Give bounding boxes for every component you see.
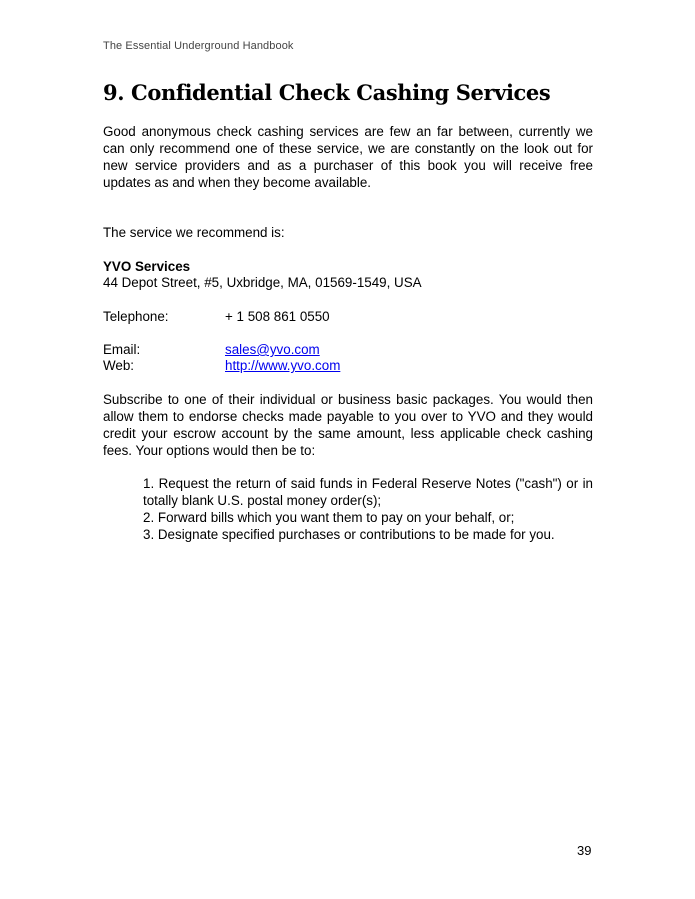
recommend-line: The service we recommend is: (103, 225, 285, 240)
web-link[interactable]: http://www.yvo.com (225, 358, 341, 373)
option-item: 1. Request the return of said funds in Federal Reserve Notes ("cash") or in totally blank U.S. postal money order(s); (143, 476, 593, 508)
option-item: 2. Forward bills which you want them to pay on your behalf, or; (143, 510, 515, 525)
subscribe-paragraph: Subscribe to one of their individual or business basic packages. You would then allow them to endorse checks made payable to you over to YVO and they would credit your escrow account by the same amount, less applicable check cashing fees. Your options would then be to: (103, 392, 593, 458)
intro-paragraph: Good anonymous check cashing services are few an far between, currently we can only recommend one of these service, we are constantly on the look out for new service providers and as a purchaser of this book you will receive free updates as and when they become available. (103, 124, 593, 190)
option-item: 3. Designate specified purchases or contributions to be made for you. (143, 527, 555, 542)
running-header: The Essential Underground Handbook (103, 40, 294, 52)
service-name: YVO Services (103, 259, 191, 274)
telephone-label: Telephone: (103, 309, 169, 324)
chapter-title: 9. Confidential Check Cashing Services (103, 80, 551, 105)
email-link[interactable]: sales@yvo.com (225, 342, 320, 357)
service-address: 44 Depot Street, #5, Uxbridge, MA, 01569-1549, USA (103, 275, 422, 290)
page-number: 39 (577, 843, 592, 858)
web-label: Web: (103, 358, 135, 373)
telephone-value: + 1 508 861 0550 (225, 309, 330, 324)
options-list (143, 475, 593, 543)
email-label: Email: (103, 342, 141, 357)
